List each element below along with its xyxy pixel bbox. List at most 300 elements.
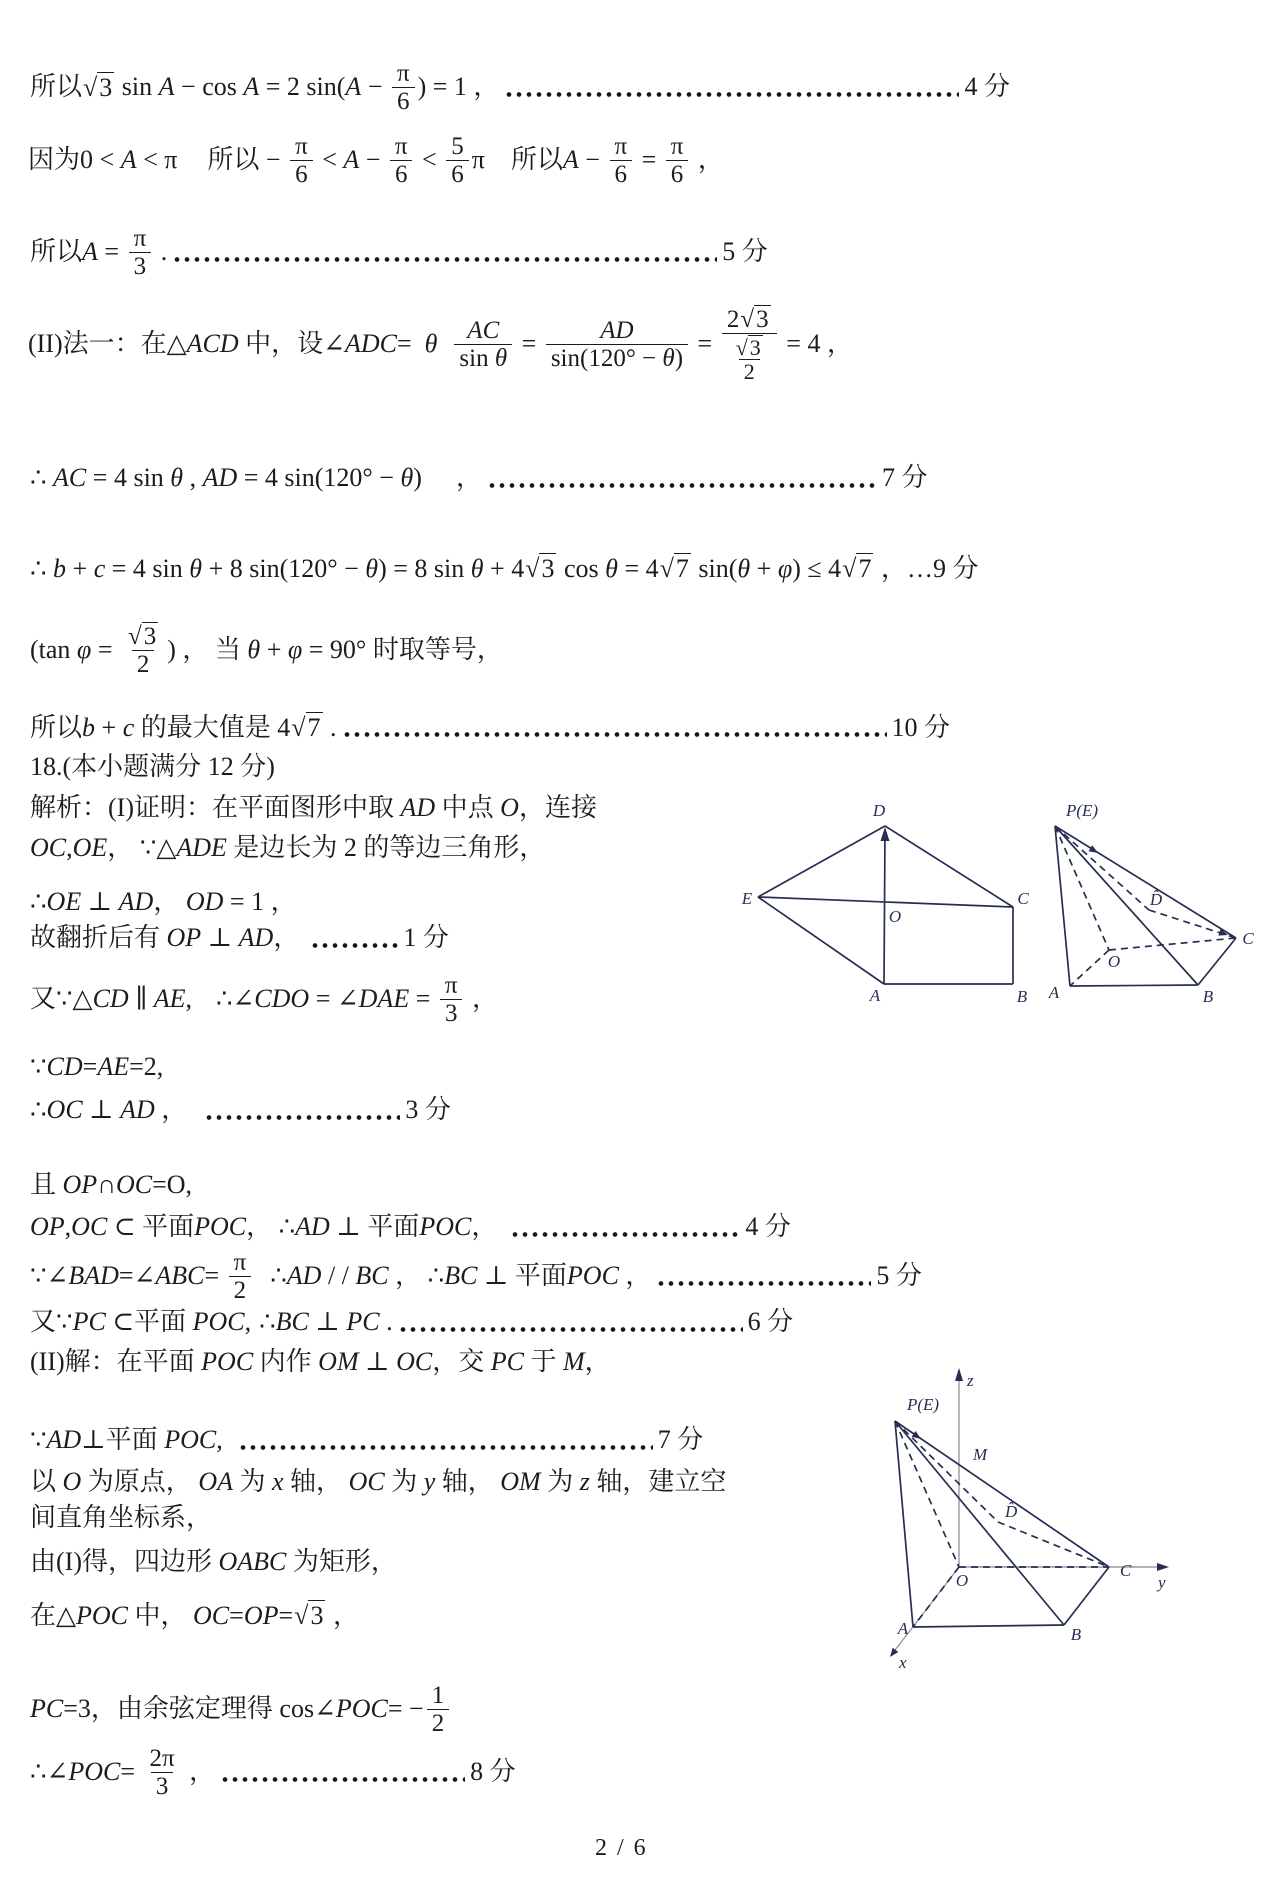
radicand [97,72,114,104]
text-run: + 8 sin(120° − [202,553,366,583]
text-run: AD [238,923,274,952]
math-line-25 [30,1547,397,1578]
text-run: 又 [30,984,57,1014]
text-run: 本小题满分 [71,752,202,781]
text-run: 所以 [30,712,83,742]
fig3-label-x: x [899,1653,907,1672]
text-run: ， [153,887,180,916]
radical [842,553,873,585]
text-run: A [158,72,175,102]
fraction-stack [290,133,313,188]
fig2-label-P: P(E) [1066,801,1099,820]
text-run: 0 < [80,145,121,175]
text-run: π [233,1249,247,1276]
text-run: 内作 [259,1347,319,1376]
text-run: cos [557,553,606,583]
text-run: = [229,1600,244,1630]
math-line-10 [30,793,597,824]
text-run: 3 [749,335,761,360]
text-run: 为 [239,1467,272,1496]
text-run: 的最大值是 [140,712,271,742]
text-run: 3 [143,623,157,650]
fraction-stack [609,133,632,188]
text-run: 1 分 [403,923,449,952]
math-line-24 [30,1503,212,1534]
text-run: = 2 sin( [259,72,346,102]
z-axis-arrow-icon [955,1368,963,1381]
math-line-15 [30,1052,163,1083]
text-run: 平面 [134,1307,193,1336]
text-run: 法一：在 [62,328,167,358]
text-run: 当 [208,634,241,664]
text-run: . [323,712,337,742]
text-run: 为 [547,1467,580,1496]
text-run: ) [266,752,275,781]
text-run: c [93,553,106,583]
edge-BC [1064,1567,1109,1625]
dotted-leader [656,1279,871,1288]
text-run: 2 [726,306,740,333]
text-run: ， [584,1347,611,1376]
text-run: cos∠ [279,1694,336,1724]
text-run: OP [166,923,202,952]
text-run: − [259,145,288,175]
text-run: c [122,712,135,742]
text-run: ， [326,1600,359,1630]
text-run: ⊂ [105,1307,135,1336]
fig1-label-A: A [869,986,881,1005]
fraction [119,622,167,678]
fig3-label-y: y [1158,1573,1166,1592]
math-line-8 [30,712,950,744]
math-line-6 [30,553,978,585]
text-run: ∵ [30,1425,47,1454]
text-run: 为 [391,1467,424,1496]
fig3-label-P: P(E) [907,1395,940,1414]
numerator [446,133,469,160]
text-run: 平面 [105,1425,165,1454]
edge-PO-hidden [1055,826,1109,950]
text-run: 所以 [207,145,260,175]
denominator [427,1709,450,1737]
text-run: OC [46,1095,83,1124]
fraction-stack [546,317,688,372]
edge-EA [758,897,884,984]
text-run: ， [273,923,300,952]
text-run: AC [467,316,500,344]
text-run: ， [471,1212,498,1241]
text-run: z [579,1467,590,1496]
text-run: 2 [337,833,364,862]
text-run: = [82,1052,98,1081]
text-run: 所以 [30,237,83,267]
text-run: OE [72,833,108,862]
text-run: OM [500,1467,541,1496]
numerator [609,133,632,160]
text-run: ∴∠ [30,1757,69,1787]
sqrt-sign: √ [659,554,674,583]
text-run: + [66,553,94,583]
text-run: 轴， [441,1467,501,1496]
fig3-label-M: M [973,1445,988,1464]
y-axis-arrow-icon [1157,1563,1169,1571]
fraction [543,317,691,372]
text-run: , [183,463,203,492]
text-run: θ [240,634,261,664]
text-run: M [562,1347,585,1376]
text-run: 3 [541,554,555,583]
text-run: , [66,833,73,862]
arrow-up-icon [881,827,890,841]
dotted-leader [504,90,959,99]
numerator [122,622,164,650]
radical [291,712,322,744]
sqrt-sign: √ [83,72,98,102]
text-run: ) = 1 ， [417,72,500,102]
radical [736,335,763,359]
fraction-stack [730,335,769,383]
text-run: A [82,237,98,267]
text-run: ) [674,344,684,372]
text-run: ) ， [167,634,209,664]
fraction-stack [446,133,469,188]
text-run: ∠ [323,328,345,358]
text-run: OC [396,1347,433,1376]
x-axis-arrow-icon [890,1648,898,1657]
math-line-19 [30,1249,922,1304]
math-line-12 [30,887,297,918]
text-run: O [493,793,519,822]
text-run: A [120,145,137,175]
arrow-icon [1089,845,1099,853]
math-line-14 [30,972,498,1027]
text-run: ∩ [97,1170,116,1199]
edge-BC [1198,938,1236,985]
text-run: POC [76,1600,129,1630]
text-run: AD [120,1095,155,1124]
numerator [462,317,504,344]
text-run: / / [321,1261,356,1291]
text-run: = [97,237,126,267]
denominator [739,359,760,383]
figure-folded-solid [1040,798,1268,1010]
math-line-17 [30,1170,192,1201]
text-run: , [244,1307,252,1336]
text-run: π [471,145,485,175]
text-run: O [62,1467,82,1496]
edge-AB [913,1625,1064,1627]
denominator [546,344,688,372]
fraction [437,972,466,1027]
text-run: ) ≤ 4 [792,553,842,583]
fig1-label-O: O [888,907,902,926]
text-run: 3 [133,253,147,280]
text-run: ， [388,1261,422,1291]
text-run: = 4 sin(120° − [237,463,401,492]
text-run: , [185,984,192,1014]
text-run: ⊥ [82,1095,121,1124]
denominator [151,1772,174,1800]
text-run: OM [318,1347,359,1376]
text-run: θ [470,553,484,583]
fig1-label-C: C [1017,889,1029,908]
sqrt-sign: √ [291,713,306,742]
text-run: POC [201,1347,254,1376]
edge-OA-hidden [1070,950,1109,986]
text-run: PC [490,1347,524,1376]
text-run: 是边长为 [233,833,338,862]
text-run: BC [275,1307,309,1336]
text-run: 7 [858,554,872,583]
text-run: 解析：(I)证明：在平面图形中取 [30,793,401,822]
text-run: ABC [155,1261,205,1291]
fig3-label-D: D̂ [1005,1502,1018,1521]
text-run: 且 [30,1170,63,1199]
fraction-stack [229,1249,252,1304]
denominator [722,333,777,383]
radicand [856,553,873,585]
text-run: 7 分 [657,1425,704,1454]
text-run: ∴ [421,1261,445,1291]
numerator [392,60,415,87]
text-run: POC [192,1307,245,1336]
text-run: 2 [136,651,150,678]
text-run: , [216,1425,223,1454]
text-run: 6 [394,161,408,188]
edge-PD-hidden [895,1421,998,1522]
text-run: b [53,553,67,583]
fraction [719,305,780,383]
text-run: − [409,1694,424,1724]
text-run: θ [424,328,438,358]
edge-PA [895,1421,913,1627]
numerator [730,335,769,359]
edge-PC [1055,826,1236,938]
text-run: OP [243,1600,279,1630]
math-line-28 [30,1745,516,1800]
numerator [595,317,638,344]
text-run: 3 [310,1601,324,1630]
text-run: = [91,634,119,664]
fraction-stack [145,1745,180,1800]
fraction-stack [722,305,777,383]
fraction-stack [392,60,415,115]
text-run: (tan [30,634,77,664]
text-run: 8 分 [470,1757,516,1787]
text-run: = 1 ， [223,887,297,916]
text-run: ∵∠ [30,1261,69,1291]
text-run: = 4 [617,553,659,583]
text-run: OABC [218,1547,287,1576]
text-run: π [295,133,308,160]
text-run: π [670,133,684,160]
text-run: 2 [431,1710,445,1737]
denominator [610,160,633,188]
text-run: CD [46,1052,83,1081]
text-run: ， [691,145,724,175]
text-run: 3 [444,1000,458,1027]
text-run: 为矩形， [292,1547,397,1576]
text-run: 4 [270,712,291,742]
numerator [290,133,313,160]
numerator [440,972,463,999]
dotted-leader [398,1325,743,1334]
denominator [290,160,313,188]
math-line-13 [30,923,449,954]
text-run: 在 [30,1600,57,1630]
text-run: (I) [56,1547,82,1576]
math-line-26 [30,1600,359,1632]
fraction [287,133,316,188]
text-run: DAE [358,984,410,1014]
text-run: 因为 [28,145,81,175]
radicand [308,1600,325,1632]
text-run: ，连接 [518,793,597,822]
text-run: 时取等号， [372,634,503,664]
text-run: θ [737,553,751,583]
text-run: ∴∠ [215,984,255,1014]
text-run: 5 分 [722,237,768,267]
math-line-4 [28,305,853,383]
text-run: 中点 [441,793,494,822]
text-run: 由余弦定理得 [116,1694,280,1724]
text-run: ∵△ [133,833,177,862]
text-run: 9 分 [932,553,979,583]
edge-ED [758,826,885,897]
fraction [126,225,155,280]
math-line-21 [30,1347,611,1378]
text-run: = 4 sin [86,463,171,492]
text-run: 由 [30,1547,57,1576]
text-run: BC [355,1261,389,1291]
text-run: ) = 8 sin [378,553,471,583]
text-run: ⊥ [329,1212,368,1241]
text-run: π [396,60,410,87]
denominator [446,160,469,188]
numerator [229,1249,252,1276]
radical [525,553,556,585]
text-run: 平面 [142,1212,195,1241]
text-run: 6 [295,161,308,188]
radical [660,553,691,585]
text-run: 以 [30,1467,63,1496]
denominator [132,650,155,678]
fraction-stack [390,133,413,188]
text-run: ⊥ [81,1425,106,1454]
text-run: BC [444,1261,478,1291]
text-run: θ [662,344,675,372]
text-run: AC [53,463,87,492]
text-run: 间直角坐标系， [30,1503,213,1532]
text-run: POC [335,1694,388,1724]
text-run: ACD [186,328,239,358]
text-run: = 4 ， [779,328,853,358]
text-run: OP [62,1170,98,1199]
fig2-label-A: A [1048,983,1060,1002]
radical [740,305,770,333]
text-run: 6 [451,161,464,188]
text-run: ∴ [270,1261,287,1291]
text-run: θ [365,553,379,583]
text-run: b [82,712,96,742]
text-run: = 4 sin [105,553,190,583]
text-run: =2, [129,1052,164,1081]
denominator [129,252,152,280]
text-run: 轴，建立空 [596,1467,727,1496]
edge-AB [1070,985,1198,986]
fraction [409,1682,452,1737]
text-run: 6 分 [747,1307,794,1336]
fig2-label-C: C [1242,929,1254,948]
text-run: = [515,328,543,358]
text-run: OC [348,1467,385,1496]
text-run: = [635,145,663,175]
math-line-5 [30,463,927,494]
text-run: AD [46,1425,82,1454]
text-run: 3 [155,1773,169,1800]
text-run: φ [287,634,303,664]
text-run: < [315,145,344,175]
fraction [142,1745,183,1800]
text-run: . [154,237,168,267]
text-run: ∥ [128,984,154,1014]
text-run: CD [92,984,129,1014]
dotted-leader [510,1230,740,1239]
radicand [748,335,763,359]
fraction [727,335,772,383]
text-run: − cos [174,72,244,102]
text-run: POC [164,1425,217,1454]
edge-DC [885,826,1013,907]
text-run: 分 [240,752,267,781]
text-run: POC [68,1757,121,1787]
text-run: ，交 [432,1347,491,1376]
text-run: △ [56,1600,77,1630]
text-run: ∴ [272,1212,296,1241]
dotted-leader [238,1443,653,1452]
fraction [663,133,692,188]
text-run: ， [182,1757,216,1787]
text-run: = ∠ [309,984,359,1014]
text-run: AD [202,463,238,492]
text-run: , [64,1212,72,1241]
dotted-leader [487,481,877,490]
sqrt-sign: √ [740,306,755,333]
text-run: POC [419,1212,472,1241]
math-line-27 [30,1682,452,1737]
text-run: . [379,1307,393,1336]
numerator [129,225,152,252]
denominator [392,87,415,115]
text-run: 3 [99,72,113,102]
text-run: AD [295,1212,330,1241]
text-run: = [691,328,719,358]
text-run: ⊥ [308,1307,347,1336]
math-line-22 [30,1425,703,1456]
text-run: BAD [68,1261,119,1291]
edge-PB [1055,826,1198,985]
text-run: + 4 [483,553,525,583]
text-run: ∵△ [56,984,93,1014]
text-run: − [578,145,607,175]
text-run: 18.( [30,752,72,781]
text-run: 2 [743,359,755,385]
text-run: + [260,634,288,664]
text-run: 5 [451,133,464,160]
sqrt-sign: √ [525,554,540,583]
text-run: 3 分 [405,1095,451,1124]
text-run: OC [71,1212,108,1241]
